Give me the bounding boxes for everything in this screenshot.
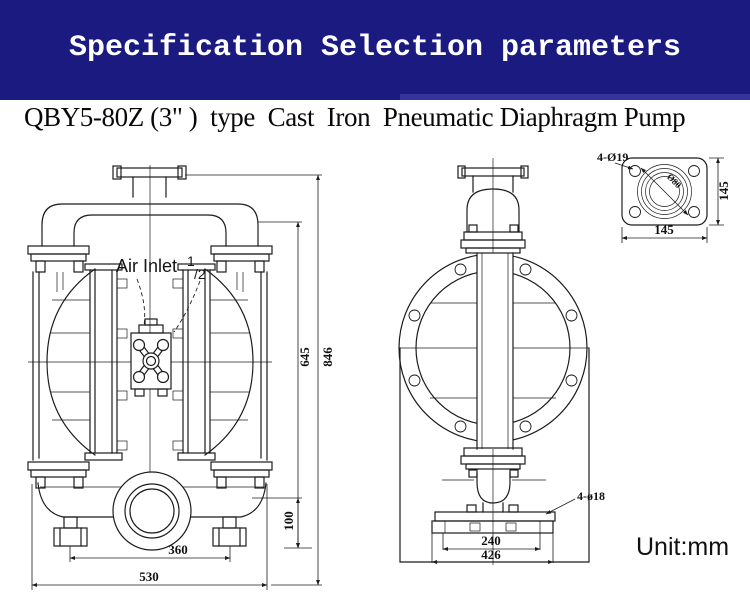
unit-label: Unit:mm xyxy=(636,533,730,561)
dim-bore-d80: Ø80 xyxy=(664,171,684,191)
header-banner xyxy=(0,0,750,100)
dim-145-height: 145 xyxy=(716,181,731,201)
flange-detail-drawing xyxy=(597,150,731,243)
air-inlet-size-numerator: 1 xyxy=(187,253,195,269)
side-view-dimensions xyxy=(432,489,605,563)
dim-426: 426 xyxy=(481,547,501,562)
air-valve-block xyxy=(131,319,171,396)
dim-846: 846 xyxy=(320,347,335,367)
dim-bolt-4d18: 4-ø18 xyxy=(577,489,605,503)
air-inlet-label: Air Inlet xyxy=(116,256,178,276)
pump-base xyxy=(432,505,555,533)
dim-bolt-4d19: 4-Ø19 xyxy=(597,150,629,164)
dim-360: 360 xyxy=(168,542,188,557)
page-title: Specification Selection parameters xyxy=(68,31,682,65)
dim-530: 530 xyxy=(139,569,159,584)
product-title: QBY5-80Z (3" ) type Cast Iron Pneumatic Diaphragm Pump xyxy=(24,102,686,132)
dim-145-width: 145 xyxy=(654,222,674,237)
front-view-drawing xyxy=(28,165,335,590)
dim-240: 240 xyxy=(481,533,501,548)
air-inlet-callout xyxy=(116,253,206,332)
side-view-drawing xyxy=(399,158,605,565)
dim-100: 100 xyxy=(281,511,296,531)
dim-645: 645 xyxy=(297,347,312,367)
air-inlet-size-denominator: /2 xyxy=(194,266,206,282)
